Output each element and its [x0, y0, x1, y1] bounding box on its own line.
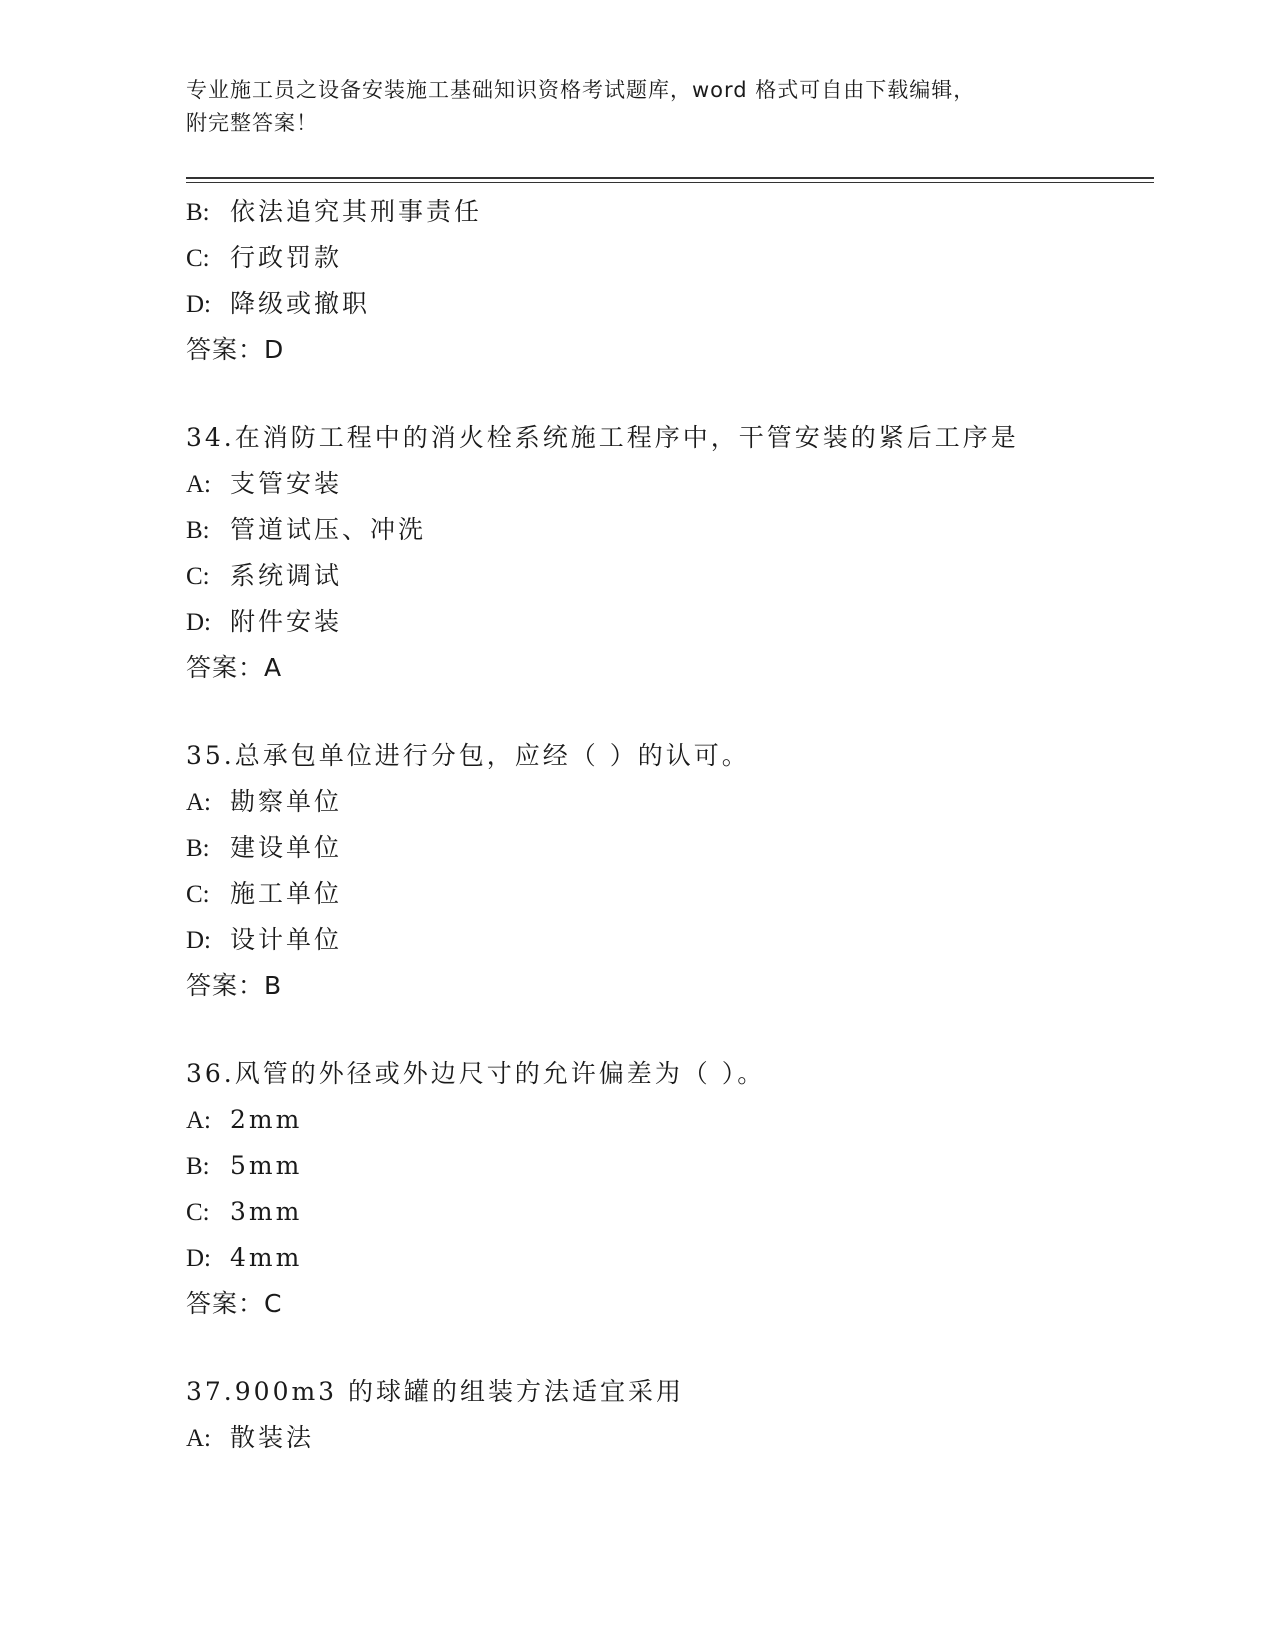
- option-text: 3mm: [230, 1197, 303, 1226]
- block-spacer: [186, 1009, 1154, 1051]
- option-a: [186, 461, 1154, 507]
- question-block: [186, 1369, 1154, 1461]
- option-b: [186, 507, 1154, 553]
- question-text: 35.总承包单位进行分包，应经（ ）的认可。: [186, 741, 750, 770]
- header-line-2: 附完整答案！: [186, 111, 318, 135]
- option-letter: B:: [186, 835, 210, 862]
- option-d: [186, 917, 1154, 963]
- option-letter: C:: [186, 245, 210, 272]
- option-letter: D:: [186, 1245, 211, 1272]
- option-d: [186, 1235, 1154, 1281]
- option-a: [186, 1097, 1154, 1143]
- option-text: 勘察单位: [230, 787, 343, 816]
- option-c: [186, 235, 1154, 281]
- option-text: 2mm: [230, 1105, 303, 1134]
- question-text: 36.风管的外径或外边尺寸的允许偏差为（ ）。: [186, 1059, 766, 1088]
- block-spacer: [186, 1327, 1154, 1369]
- question-block: [186, 1051, 1154, 1327]
- option-text: 散装法: [230, 1423, 315, 1452]
- question-list: [186, 189, 1154, 1461]
- option-text: 4mm: [230, 1243, 303, 1272]
- option-letter: A:: [186, 471, 211, 498]
- option-text: 施工单位: [230, 879, 343, 908]
- answer-line: 答案：A: [186, 653, 283, 682]
- answer-line: 答案：C: [186, 1289, 283, 1318]
- option-c: [186, 553, 1154, 599]
- option-letter: A:: [186, 789, 211, 816]
- question-text: 37.900m3 的球罐的组装方法适宜采用: [186, 1377, 685, 1406]
- option-letter: D:: [186, 609, 211, 636]
- option-d: [186, 599, 1154, 645]
- question-block: [186, 733, 1154, 1009]
- option-text: 依法追究其刑事责任: [230, 197, 483, 226]
- question-block: [186, 189, 1154, 373]
- option-text: 支管安装: [230, 469, 343, 498]
- header-line-1: 专业施工员之设备安装施工基础知识资格考试题库，word 格式可自由下载编辑，: [186, 78, 976, 102]
- option-text: 附件安装: [230, 607, 343, 636]
- option-text: 行政罚款: [230, 243, 343, 272]
- header-divider-thin: [186, 182, 1154, 183]
- option-c: [186, 871, 1154, 917]
- block-spacer: [186, 691, 1154, 733]
- option-c: [186, 1189, 1154, 1235]
- option-a: [186, 1415, 1154, 1461]
- question-text: 34.在消防工程中的消火栓系统施工程序中，干管安装的紧后工序是: [186, 423, 1019, 452]
- option-letter: C:: [186, 563, 210, 590]
- option-text: 5mm: [230, 1151, 303, 1180]
- option-text: 设计单位: [230, 925, 343, 954]
- answer-line: 答案：B: [186, 971, 283, 1000]
- option-letter: D:: [186, 927, 211, 954]
- option-b: [186, 189, 1154, 235]
- option-b: [186, 1143, 1154, 1189]
- option-letter: C:: [186, 881, 210, 908]
- option-letter: A:: [186, 1425, 211, 1452]
- option-text: 降级或撤职: [230, 289, 371, 318]
- option-letter: B:: [186, 1153, 210, 1180]
- option-d: [186, 281, 1154, 327]
- option-text: 系统调试: [230, 561, 343, 590]
- question-block: [186, 415, 1154, 691]
- option-letter: A:: [186, 1107, 211, 1134]
- block-spacer: [186, 373, 1154, 415]
- header-divider-thick: [186, 177, 1154, 179]
- option-letter: B:: [186, 199, 210, 226]
- option-a: [186, 779, 1154, 825]
- option-letter: D:: [186, 291, 211, 318]
- option-b: [186, 825, 1154, 871]
- option-letter: C:: [186, 1199, 210, 1226]
- option-letter: B:: [186, 517, 210, 544]
- option-text: 建设单位: [230, 833, 343, 862]
- document-header: [186, 74, 1066, 140]
- answer-line: 答案：D: [186, 335, 285, 364]
- option-text: 管道试压、冲洗: [230, 515, 427, 544]
